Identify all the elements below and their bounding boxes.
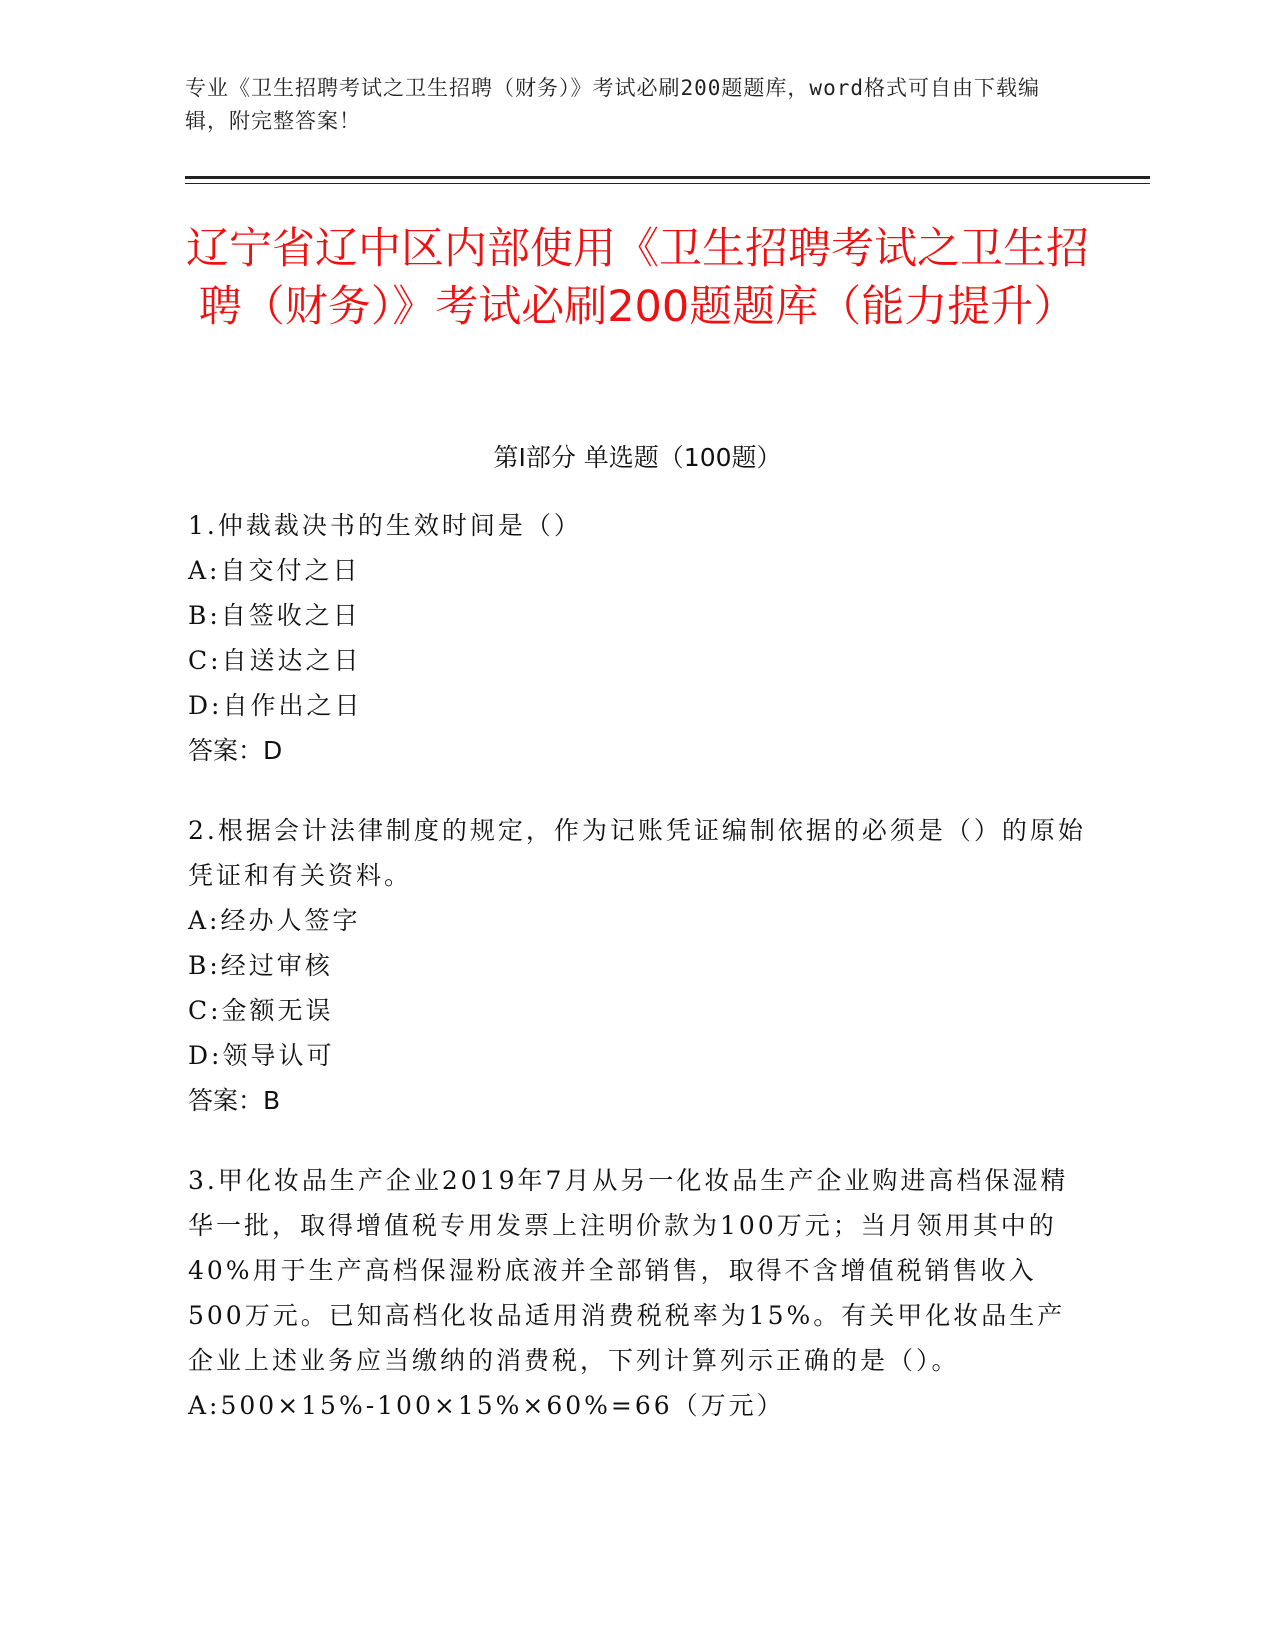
document-title: 辽宁省辽中区内部使用《卫生招聘考试之卫生招聘（财务）》考试必刷200题题库（能力提升） <box>186 224 1089 332</box>
option-a: A:经办人签字 <box>188 906 361 935</box>
header-divider-thick <box>185 176 1150 179</box>
section-heading: 第Ⅰ部分 单选题（100题） <box>493 443 782 472</box>
question-1 <box>188 503 1088 773</box>
header-note: 专业《卫生招聘考试之卫生招聘（财务）》考试必刷200题题库，word格式可自由下载编辑，附完整答案！ <box>185 76 1040 133</box>
option-b: B:自签收之日 <box>188 601 361 630</box>
header-divider-thin <box>185 183 1150 184</box>
question-3 <box>188 1158 1088 1428</box>
option-d: D:自作出之日 <box>188 691 363 720</box>
question-2 <box>188 808 1088 1123</box>
question-stem: 1.仲裁裁决书的生效时间是（） <box>188 511 582 540</box>
option-c: C:金额无误 <box>188 996 334 1025</box>
option-a: A:自交付之日 <box>188 556 361 585</box>
answer: 答案：D <box>188 736 283 765</box>
question-stem: 2.根据会计法律制度的规定，作为记账凭证编制依据的必须是（）的原始凭证和有关资料。 <box>188 816 1086 890</box>
question-stem: 3.甲化妆品生产企业2019年7月从另一化妆品生产企业购进高档保湿精华一批，取得增值税专用发票上注明价款为100万元；当月领用其中的40%用于生产高档保湿粉底液并全部销售，取得不含增值税销售收入500万元。已知高档化妆品适用消费税税率为15%。有关甲化妆品生产企业上述业务应当缴纳的消费税，下列计算列示正确的是（）。 <box>188 1166 1069 1375</box>
answer: 答案：B <box>188 1086 281 1115</box>
option-a: A:500×15%-100×15%×60%=66（万元） <box>188 1391 785 1420</box>
option-b: B:经过审核 <box>188 951 333 980</box>
option-d: D:领导认可 <box>188 1041 335 1070</box>
option-c: C:自送达之日 <box>188 646 362 675</box>
